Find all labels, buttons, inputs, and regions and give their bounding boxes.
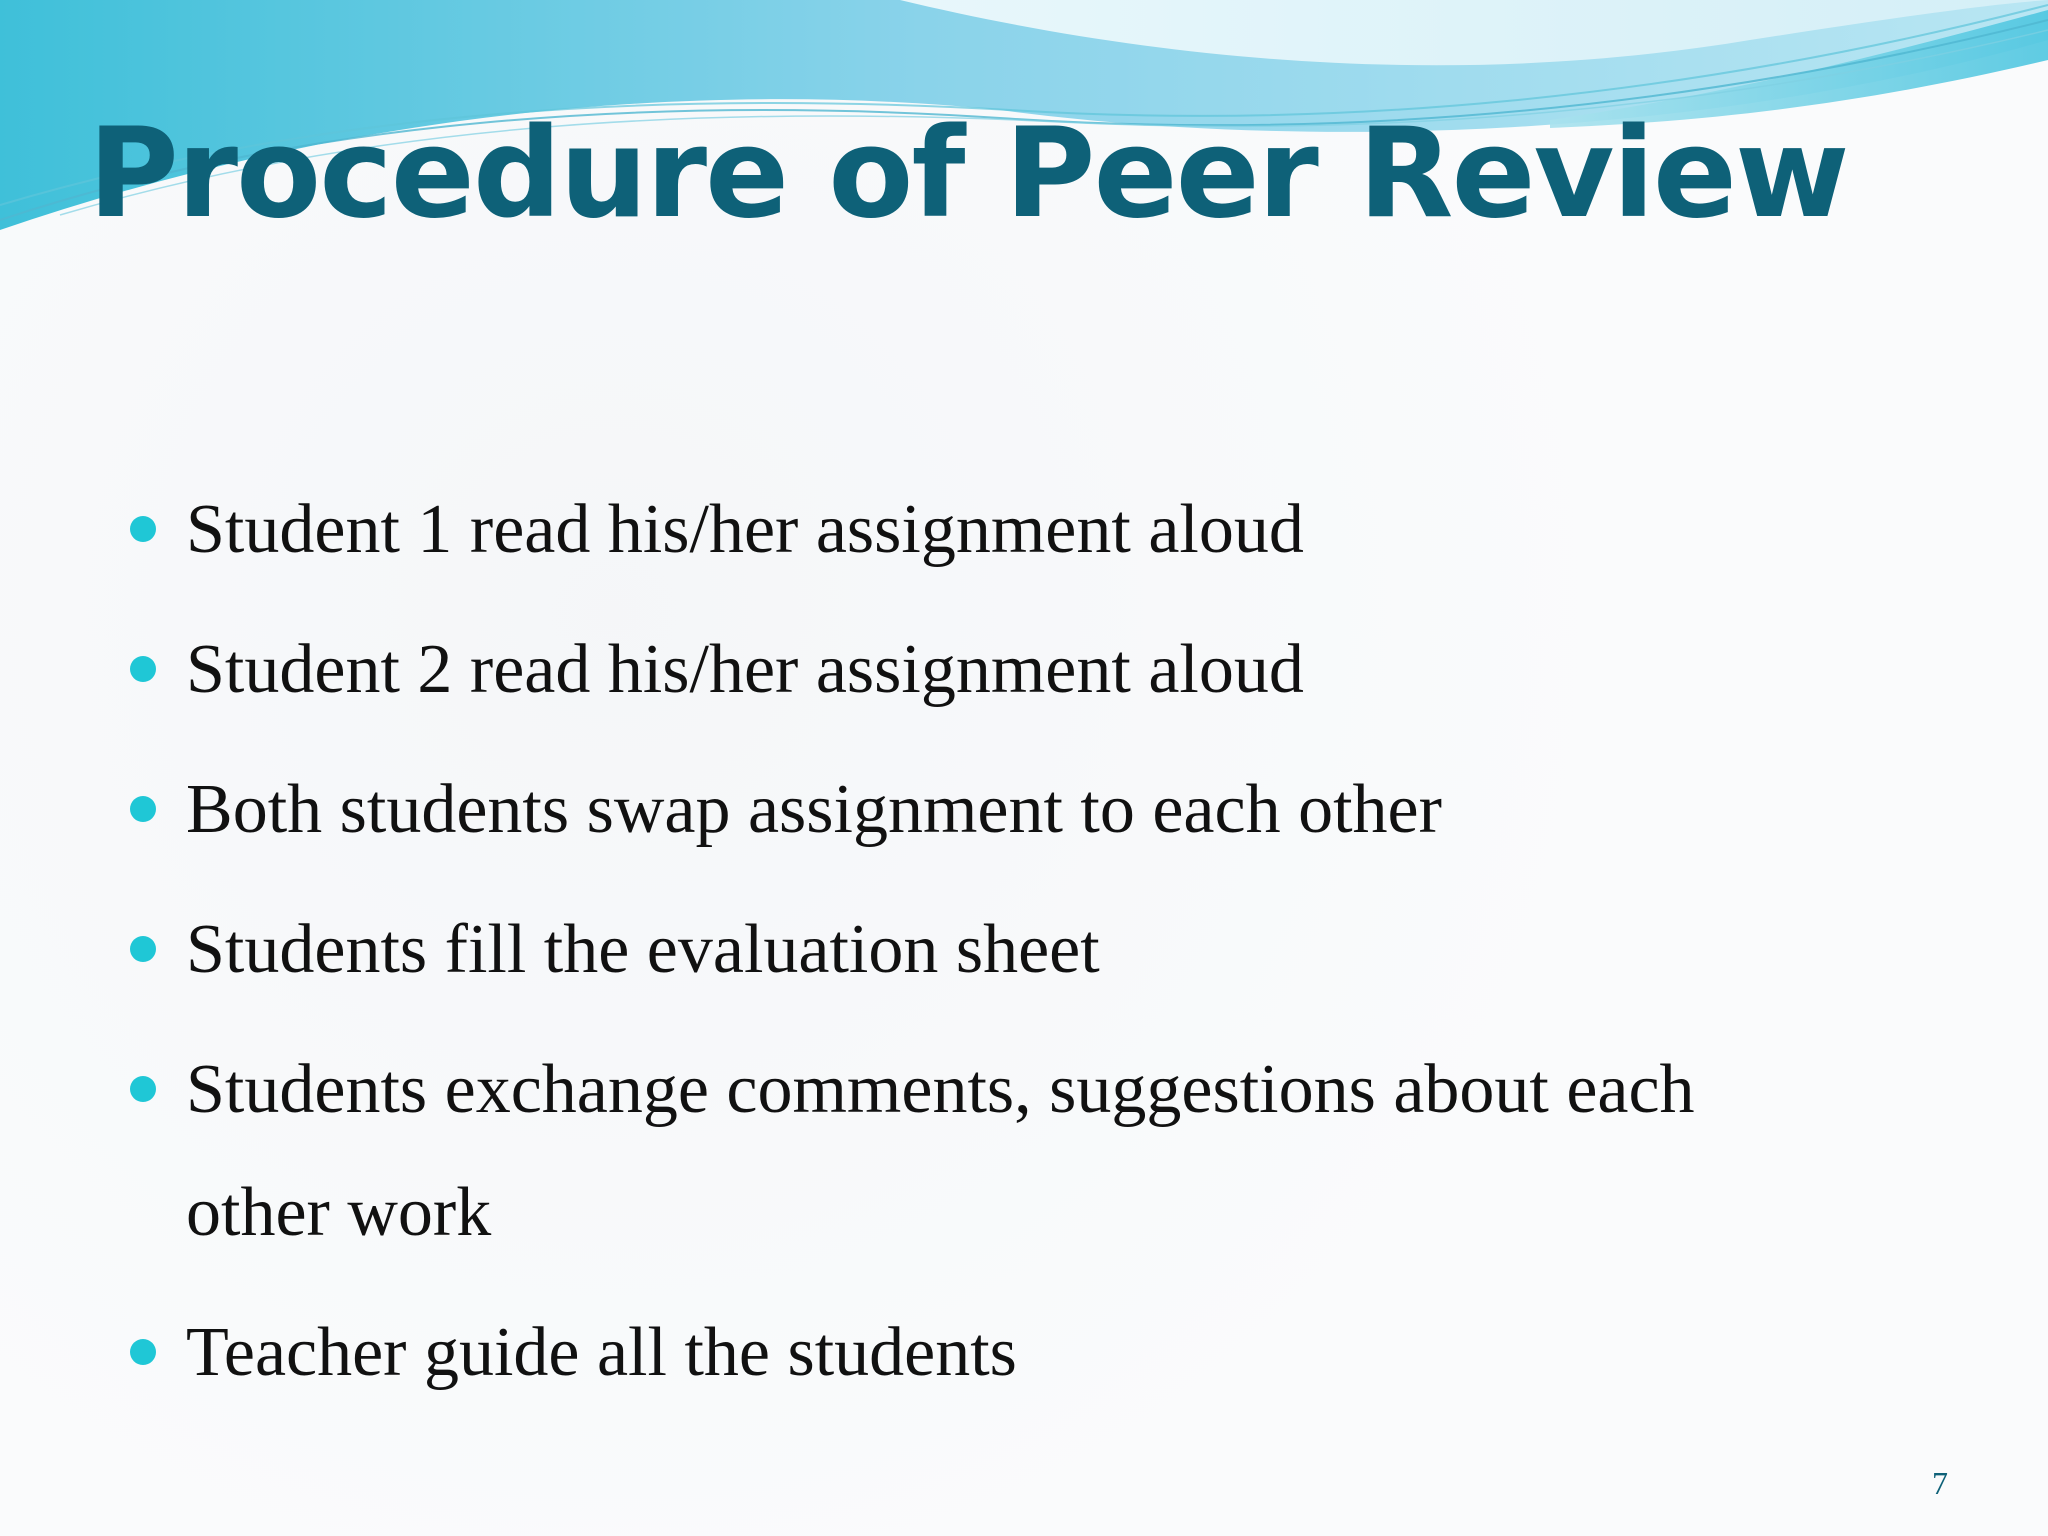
bullet-marker-icon [130,936,156,962]
bullet-marker-icon [130,796,156,822]
bullet-marker-icon [130,656,156,682]
bullet-text: Teacher guide all the students [186,1314,1017,1391]
bullet-item [130,1291,1830,1414]
bullet-text: Both students swap assignment to each other [186,771,1442,848]
bullet-item [130,608,1830,731]
bullet-item [130,1028,1830,1274]
bullet-marker-icon [130,1076,156,1102]
slide-page-number: 7 [1932,1465,1948,1501]
bullet-item [130,468,1830,591]
bullet-text: Students exchange comments, suggestions about each other work [186,1051,1695,1251]
bullet-item [130,748,1830,871]
bullet-text: Student 1 read his/her assignment aloud [186,491,1304,568]
bullet-marker-icon [130,516,156,542]
bullet-text: Students fill the evaluation sheet [186,911,1100,988]
bullet-list [130,468,1830,1431]
bullet-text: Student 2 read his/her assignment aloud [186,631,1304,708]
slide-title: Procedure of Peer Review [88,102,1848,246]
bullet-item [130,888,1830,1011]
bullet-marker-icon [130,1339,156,1365]
